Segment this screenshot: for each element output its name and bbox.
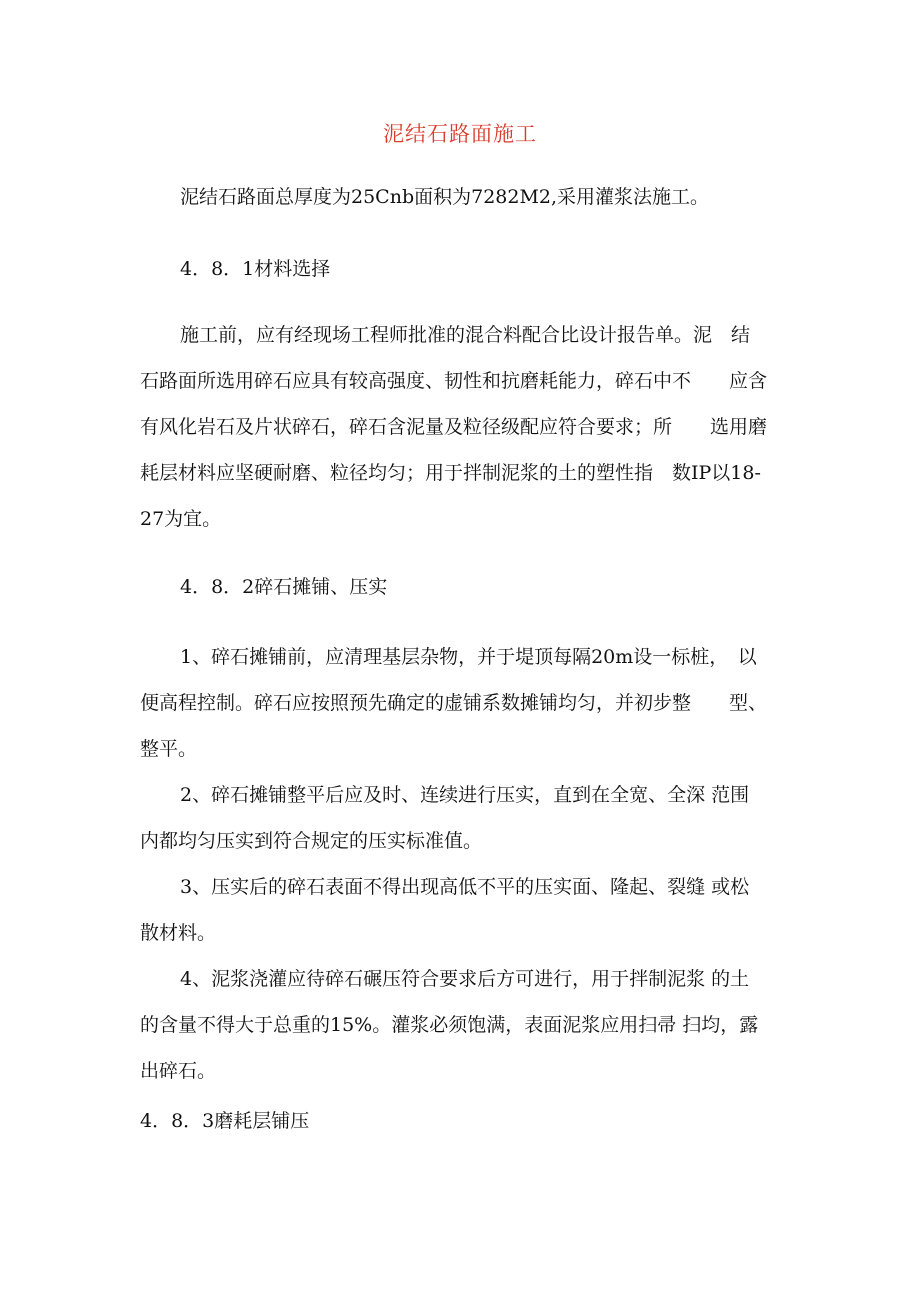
paving-item-line: 1、碎石摊铺前，应清理基层杂物，并于堤顶每隔20m设一标桩， 以 <box>180 646 757 668</box>
materials-paragraph-line: 有风化岩石及片状碎石，碎石含泥量及粒径级配应符合要求；所 选用磨 <box>140 416 768 438</box>
paving-item-line: 4、泥浆浇灌应待碎石碾压符合要求后方可进行，用于拌制泥浆 的土 <box>180 968 750 990</box>
section-heading-paving: 4．8．2碎石摊铺、压实 <box>180 576 388 598</box>
paving-item-line: 的含量不得大于总重的15%。灌浆必须饱满，表面泥浆应用扫帚 扫均，露 <box>140 1014 759 1036</box>
section-heading-materials: 4．8．1材料选择 <box>180 258 331 280</box>
materials-paragraph-line: 施工前，应有经现场工程师批准的混合料配合比设计报告单。泥 结 <box>180 324 751 346</box>
paving-item-line: 整平。 <box>140 738 198 760</box>
intro-paragraph: 泥结石路面总厚度为25Cnb面积为7282M2,采用灌浆法施工。 <box>180 186 710 208</box>
paving-item-line: 便高程控制。碎石应按照预先确定的虚铺系数摊铺均匀，并初步整 型、 <box>140 692 768 714</box>
paving-item-line: 2、碎石摊铺整平后应及时、连续进行压实，直到在全宽、全深 范围 <box>180 784 750 806</box>
paving-item-line: 出碎石。 <box>140 1060 217 1082</box>
paving-item-line: 散材料。 <box>140 922 217 944</box>
materials-paragraph-line: 27为宜。 <box>140 508 222 530</box>
section-heading-wear-layer: 4．8．3磨耗层铺压 <box>140 1110 310 1132</box>
materials-paragraph-line: 耗层材料应坚硬耐磨、粒径均匀；用于拌制泥浆的土的塑性指 数IP以18- <box>140 462 761 484</box>
paving-item-line: 内都均匀压实到符合规定的压实标准值。 <box>140 830 483 852</box>
paving-item-line: 3、压实后的碎石表面不得出现高低不平的压实面、隆起、裂缝 或松 <box>180 876 750 898</box>
page-title: 泥结石路面施工 <box>383 122 537 146</box>
materials-paragraph-line: 石路面所选用碎石应具有较高强度、韧性和抗磨耗能力，碎石中不 应含 <box>140 370 768 392</box>
